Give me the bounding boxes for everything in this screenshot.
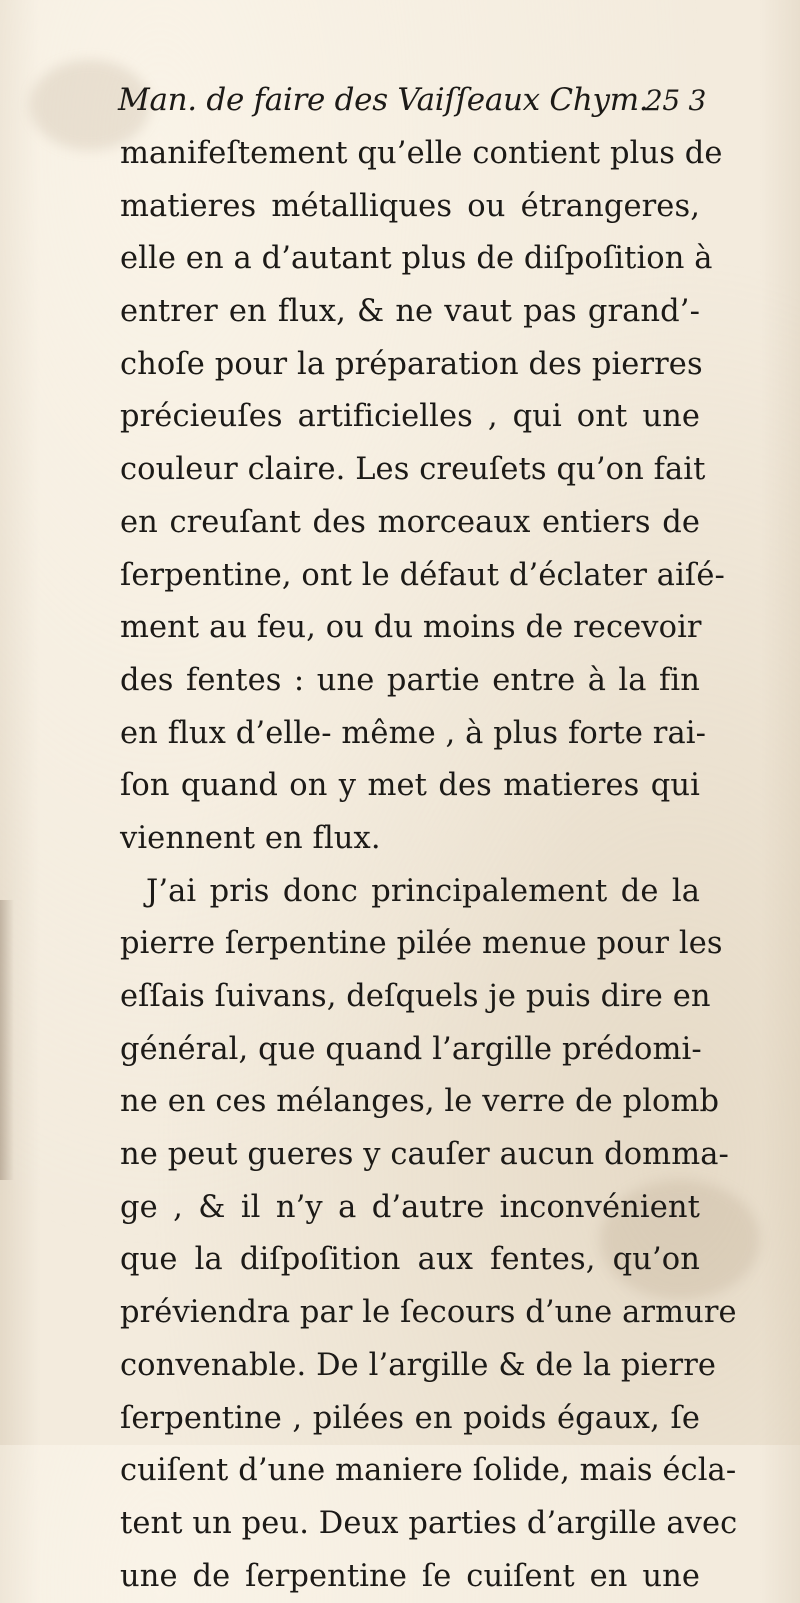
text-line: ne en ces mélanges, le verre de plomb: [120, 1084, 720, 1120]
text-line: manifeſtement qu’elle contient plus de: [120, 136, 723, 171]
text-line: général, que quand l’argille prédomi-: [120, 1031, 702, 1067]
text-line: ge , & il n’y a d’autre inconvénient: [120, 1189, 700, 1225]
text-line: convenable. De l’argille & de la pierre: [120, 1347, 717, 1383]
text-line: une de ſerpentine ſe cuiſent en une: [120, 1558, 700, 1594]
text-line: en flux d’elle- même , à plus forte rai-: [120, 715, 707, 751]
running-header: [118, 82, 706, 126]
text-line: tent un peu. Deux parties d’argille avec: [120, 1505, 738, 1541]
text-line: ſerpentine, ont le défaut d’éclater aiſé-: [120, 557, 725, 593]
page-number: 25 3: [644, 84, 706, 117]
text-line: ſerpentine , pilées en poids égaux, ſe: [120, 1400, 700, 1436]
text-line: ſon quand on y met des matieres qui: [120, 768, 700, 804]
body-text: [120, 128, 738, 1603]
text-line: entrer en flux, & ne vaut pas grand’-: [120, 294, 700, 330]
text-line: que la diſpoſition aux fentes, qu’on: [120, 1242, 700, 1278]
text-line: préviendra par le ſecours d’une armure: [120, 1295, 737, 1331]
text-line: eſſais ſuivans, deſquels je puis dire en: [120, 979, 711, 1014]
text-line: cuiſent d’une maniere ſolide, mais écla-: [120, 1453, 737, 1489]
running-title: Man. de faire des Vaiſſeaux Chym.: [118, 82, 649, 118]
text-line: ne peut gueres y cauſer aucun domma-: [120, 1137, 729, 1173]
text-line: choſe pour la préparation des pierres: [120, 346, 703, 382]
text-line: viennent en flux.: [120, 820, 381, 856]
text-line: matieres métalliques ou étrangeres,: [120, 188, 700, 224]
text-line: couleur claire. Les creuſets qu’on fait: [120, 452, 706, 488]
text-line: pierre ſerpentine pilée menue pour les: [120, 926, 723, 962]
text-line: ment au feu, ou du moins de recevoir: [120, 610, 702, 646]
text-line: en creuſant des morceaux entiers de: [120, 504, 700, 540]
page-edge-shadow: [0, 900, 14, 1180]
text-line: elle en a d’autant plus de diſpoſition à: [120, 241, 713, 277]
text-line: des fentes : une partie entre à la fin: [120, 662, 700, 698]
text-line: J’ai pris donc principalement de la: [146, 873, 700, 909]
text-line: précieuſes artificielles , qui ont une: [120, 399, 700, 435]
